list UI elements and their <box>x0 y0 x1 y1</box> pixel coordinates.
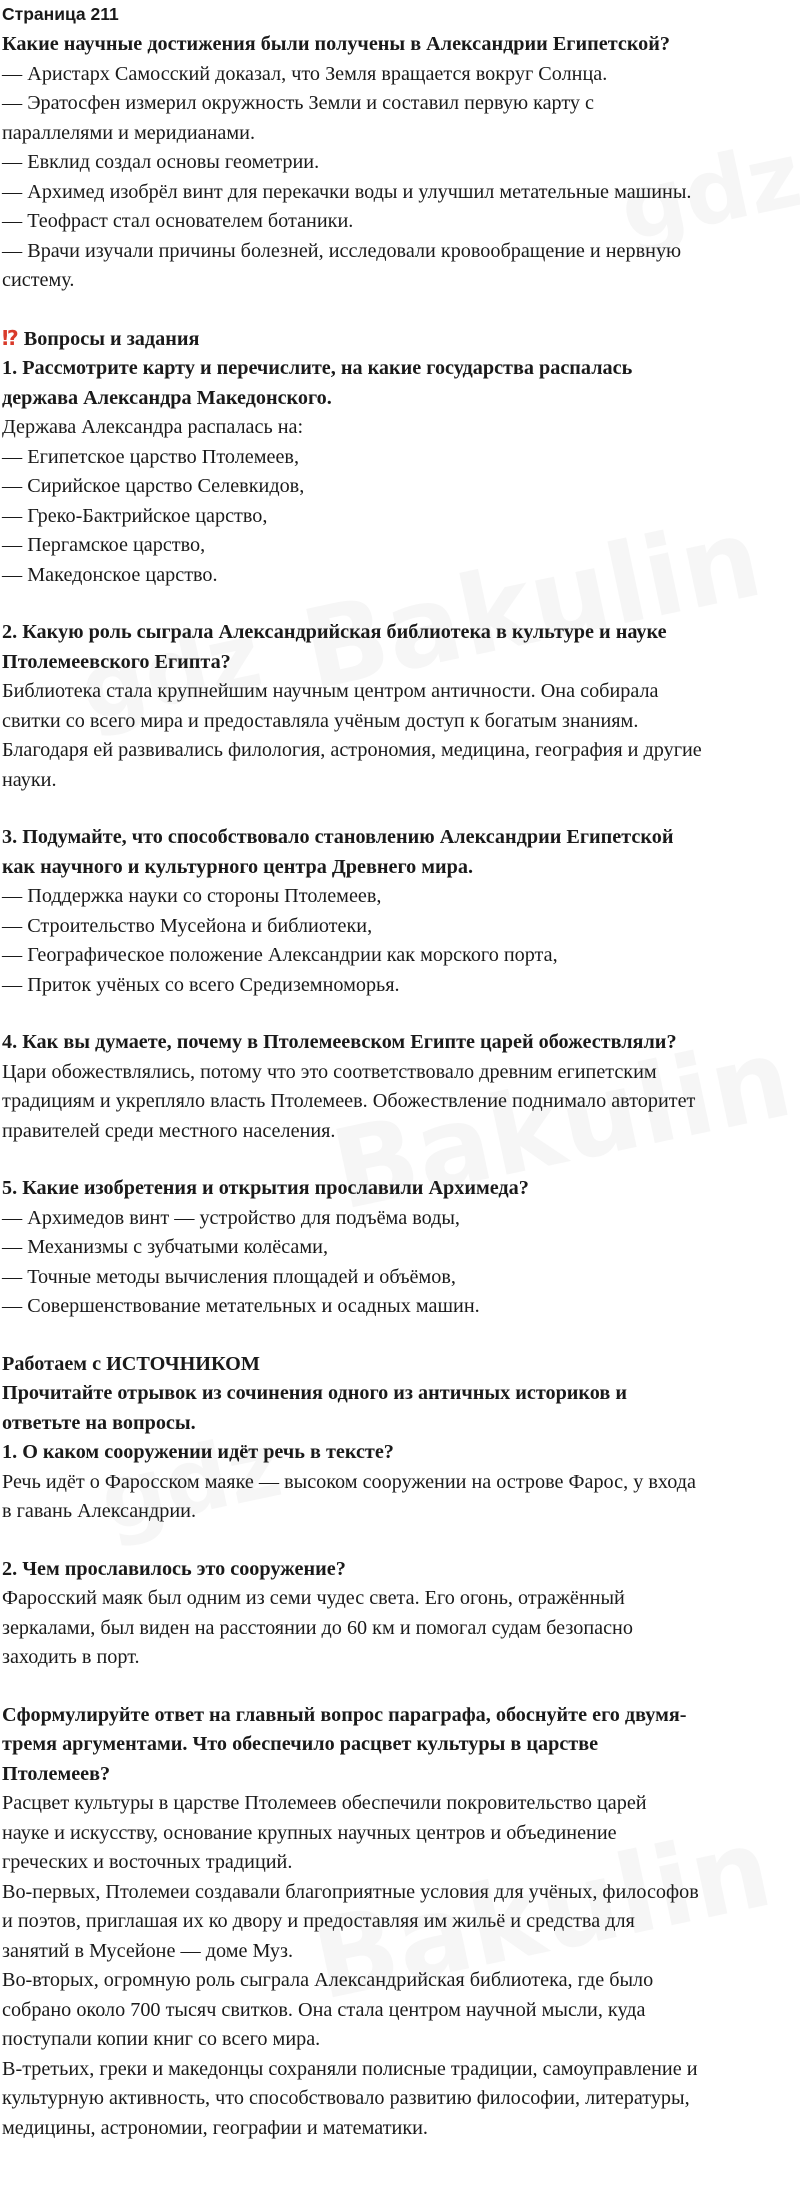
answer-line: — Приток учёных со всего Средиземноморья. <box>2 973 400 996</box>
tasks-heading <box>2 324 798 355</box>
answer-line: зеркалами, был виден на расстоянии до 60 км и помогал судам безопасно <box>2 1616 633 1639</box>
list-item: — Евклид создал основы геометрии. <box>2 151 320 173</box>
conclusion-question: Сформулируйте ответ на главный вопрос параграфа, обоснуйте его двумя- <box>2 1703 687 1726</box>
answer-line: — Механизмы с зубчатыми колёсами, <box>2 1236 329 1258</box>
answer-line: Фаросский маяк был одним из семи чудес света. Его огонь, отражённый <box>2 1587 625 1609</box>
answer-line: заходить в порт. <box>2 1646 140 1668</box>
question-1: держава Александра Македонского. <box>2 386 332 409</box>
answer-line: Цари обожествлялись, потому что это соответствовало древним египетским <box>2 1060 657 1083</box>
list-item: — Врачи изучали причины болезней, исследовали кровообращение и нервную <box>2 239 682 262</box>
answer-line: В-третьих, греки и македонцы сохраняли полисные традиции, самоуправление и <box>2 2057 698 2080</box>
question-5: 5. Какие изобретения и открытия прославили Архимеда? <box>2 1177 529 1199</box>
answer-line: — Точные методы вычисления площадей и объёмов, <box>2 1265 456 1288</box>
exclamation-question-icon: ⁉ <box>2 325 16 350</box>
answer-line: — Поддержка науки со стороны Птолемеев, <box>2 885 382 907</box>
answer-line: свитки со всего мира и предоставляла учёным доступ к богатым знаниям. <box>2 709 639 732</box>
source-heading: Прочитайте отрывок из сочинения одного из античных историков и <box>2 1382 627 1404</box>
answer-line: Держава Александра распалась на: <box>2 416 304 438</box>
intro-question: Какие научные достижения были получены в Александрии Египетской? <box>2 33 670 55</box>
answer-line: — Географическое положение Александрии как морского порта, <box>2 944 558 966</box>
list-item: параллелями и меридианами. <box>2 121 255 144</box>
answer-line: — Архимедов винт — устройство для подъёма воды, <box>2 1206 460 1229</box>
list-item: систему. <box>2 269 75 291</box>
answer-line: греческих и восточных традиций. <box>2 1851 293 1873</box>
tasks-heading-label: Вопросы и задания <box>23 327 200 350</box>
source-heading: Работаем с ИСТОЧНИКОМ <box>2 1352 260 1375</box>
answer-line: науке и искусству, основание крупных научных центров и объединение <box>2 1821 617 1844</box>
answer-line: и поэтов, приглашая их ко двору и предоставляя им жильё и средства для <box>2 1910 635 1932</box>
answer-line: — Сирийское царство Селевкидов, <box>2 475 305 497</box>
answer-line: Во-первых, Птолемеи создавали благоприятные условия для учёных, философов <box>2 1880 699 1903</box>
list-item: — Аристарх Самосский доказал, что Земля вращается вокруг Солнца. <box>2 62 608 85</box>
question-4: 4. Как вы думаете, почему в Птолемеевском Египте царей обожествляли? <box>2 1031 677 1053</box>
answer-line: медицины, астрономии, географии и математики. <box>2 2116 428 2139</box>
answer-line: Во-вторых, огромную роль сыграла Александрийская библиотека, где было <box>2 1969 654 1991</box>
answer-line: науки. <box>2 768 57 791</box>
answer-line: — Египетское царство Птолемеев, <box>2 445 300 468</box>
answer-line: занятий в Мусейоне — доме Муз. <box>2 1939 294 1962</box>
answer-line: Благодаря ей развивались филология, астрономия, медицина, география и другие <box>2 739 702 761</box>
conclusion-question: Птолемеев? <box>2 1762 111 1785</box>
question-2: 2. Какую роль сыграла Александрийская библиотека в культуре и науке <box>2 621 667 643</box>
answer-line: — Греко-Бактрийское царство, <box>2 504 268 527</box>
list-item: — Архимед изобрёл винт для перекачки воды и улучшил метательные машины. <box>2 180 692 203</box>
conclusion-question: тремя аргументами. Что обеспечило расцвет культуры в царстве <box>2 1733 599 1755</box>
list-item: — Эратосфен измерил окружность Земли и составил первую карту с <box>2 92 595 114</box>
source-question-2: 2. Чем прославилось это сооружение? <box>2 1557 346 1580</box>
answer-line: — Строительство Мусейона и библиотеки, <box>2 914 373 937</box>
answer-line: в гавань Александрии. <box>2 1500 197 1522</box>
question-3: как научного и культурного центра Древнего мира. <box>2 855 474 878</box>
source-question-1: 1. О каком сооружении идёт речь в тексте? <box>2 1441 394 1463</box>
answer-line: собрано около 700 тысяч свитков. Она стала центром научной мысли, куда <box>2 1998 646 2021</box>
answer-line: правителей среди местного населения. <box>2 1119 336 1142</box>
answer-line: традициям и укрепляло власть Птолемеев. Обожествление поднимало авторитет <box>2 1090 696 1112</box>
answer-line: — Македонское царство. <box>2 563 218 586</box>
source-heading: ответьте на вопросы. <box>2 1411 196 1434</box>
answer-line: — Пергамское царство, <box>2 534 206 556</box>
question-2: Птолемеевского Египта? <box>2 650 231 673</box>
answer-line: Речь идёт о Фаросском маяке — высоком сооружении на острове Фарос, у входа <box>2 1470 696 1493</box>
question-1: 1. Рассмотрите карту и перечислите, на какие государства распалась <box>2 357 633 379</box>
answer-line: культурную активность, что способствовало развитию философии, литературы, <box>2 2087 690 2109</box>
question-3: 3. Подумайте, что способствовало становлению Александрии Египетской <box>2 826 674 848</box>
answer-line: поступали копии книг со всего мира. <box>2 2028 321 2050</box>
answer-line: — Совершенствование метательных и осадных машин. <box>2 1295 480 1317</box>
answer-line: Библиотека стала крупнейшим научным центром античности. Она собирала <box>2 680 659 702</box>
page-title: Страница 211 <box>2 4 119 24</box>
answer-line: Расцвет культуры в царстве Птолемеев обеспечили покровительство царей <box>2 1792 647 1814</box>
list-item: — Теофраст стал основателем ботаники. <box>2 210 354 232</box>
